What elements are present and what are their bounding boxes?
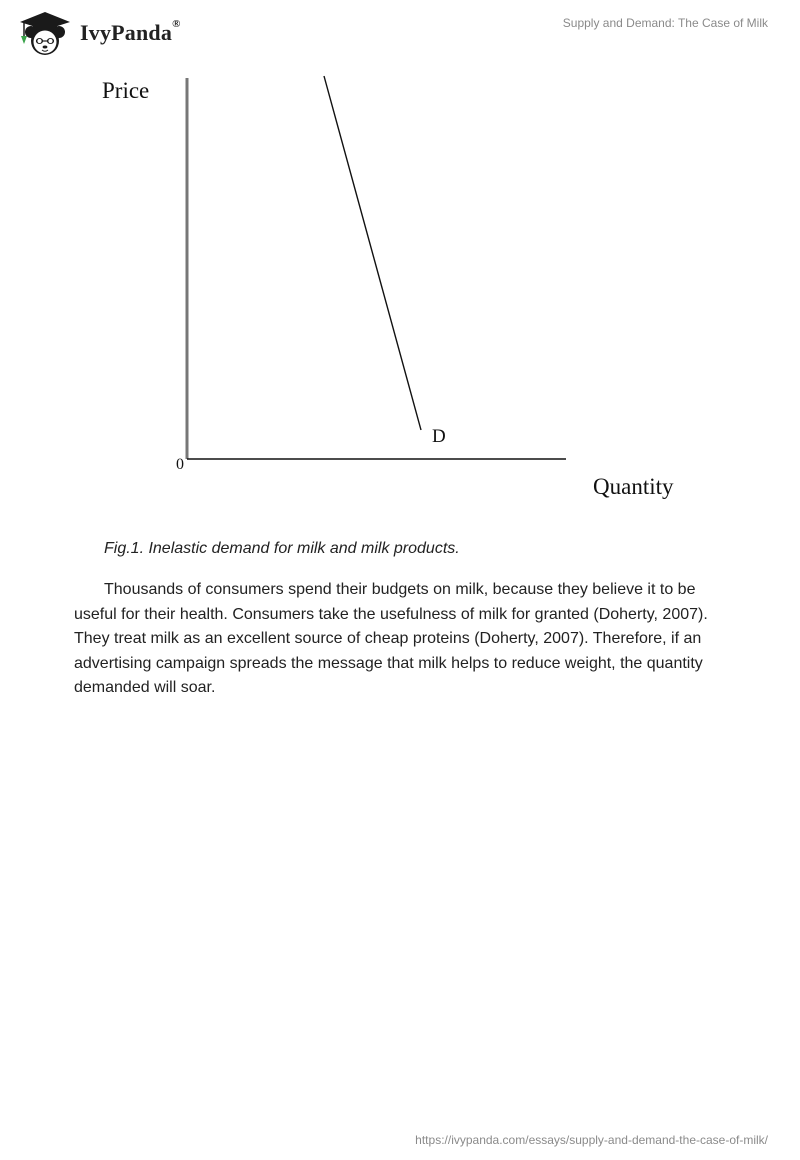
body-paragraph: Thousands of consumers spend their budgets on milk, because they believe it to be useful for their health. Consumers take the usefulness of milk for granted (Doherty, 2007). They treat milk as an excellent source of cheap proteins (Doherty, 2007). Therefore, if an advertising campaign spreads the message that milk helps to reduce weight, the quantity demanded will soar. — [74, 581, 708, 696]
origin-label: 0 — [176, 456, 184, 473]
brand-logo[interactable] — [16, 10, 181, 56]
y-axis-label: Price — [102, 78, 150, 103]
curve-label-d: D — [432, 426, 446, 447]
demand-figure — [96, 70, 716, 520]
demand-chart — [96, 70, 716, 520]
brand-name: IvyPanda® — [80, 18, 181, 45]
figure-caption: Fig.1. Inelastic demand for milk and milk products. — [104, 540, 460, 557]
x-axis-label: Quantity — [593, 474, 674, 499]
panda-graduate-icon — [16, 10, 74, 56]
demand-curve — [324, 76, 421, 430]
page-header — [0, 0, 800, 70]
document-title: Supply and Demand: The Case of Milk — [562, 16, 768, 30]
source-url[interactable]: https://ivypanda.com/essays/supply-and-demand-the-case-of-milk/ — [415, 1133, 768, 1147]
